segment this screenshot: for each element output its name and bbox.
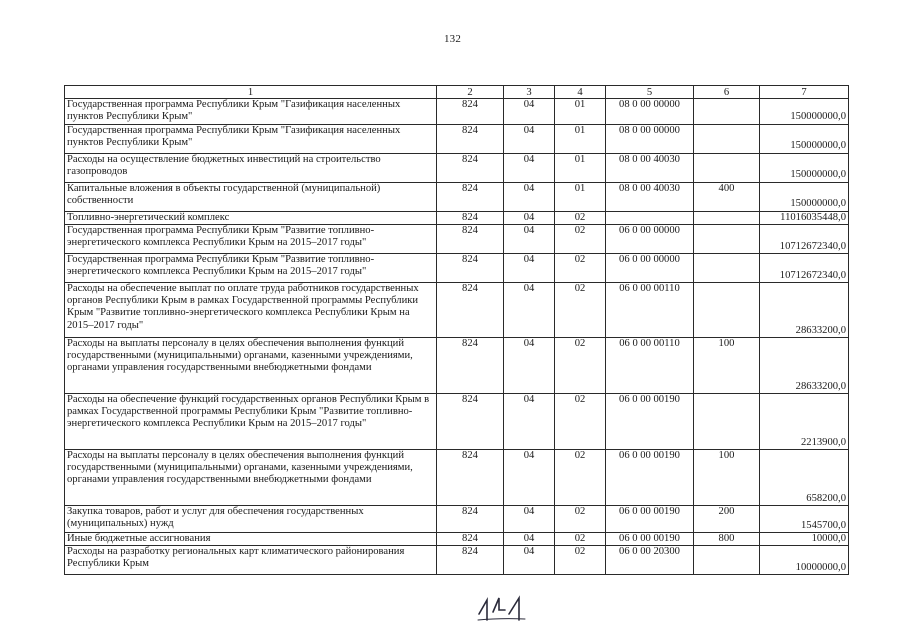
table-row — [65, 182, 849, 211]
row-subsection-cell: 02 — [555, 282, 606, 337]
row-expense-type-cell — [694, 211, 760, 224]
table-row — [65, 337, 849, 393]
table-header-row — [65, 86, 849, 99]
row-code-cell: 824 — [437, 182, 504, 211]
row-amount-cell: 28633200,0 — [760, 337, 849, 393]
row-code-cell: 824 — [437, 99, 504, 125]
row-name-cell: Расходы на выплаты персоналу в целях обеспечения выполнения функций государственными (муниципальными) органами, казенными учреждениями, органами управления государственными внебюджетными фондами — [65, 337, 437, 393]
row-section-cell: 04 — [504, 546, 555, 575]
row-subsection-cell: 02 — [555, 337, 606, 393]
column-header: 4 — [555, 86, 606, 99]
budget-table — [64, 85, 849, 575]
row-article-cell: 06 0 00 00190 — [606, 505, 694, 532]
table-row — [65, 211, 849, 224]
row-name-cell: Топливно-энергетический комплекс — [65, 211, 437, 224]
page-number: 132 — [443, 33, 462, 45]
column-header: 3 — [504, 86, 555, 99]
row-amount-cell: 150000000,0 — [760, 124, 849, 153]
row-expense-type-cell: 800 — [694, 532, 760, 545]
row-article-cell: 08 0 00 40030 — [606, 153, 694, 182]
row-subsection-cell: 01 — [555, 124, 606, 153]
row-code-cell: 824 — [437, 337, 504, 393]
table-row — [65, 393, 849, 449]
row-expense-type-cell — [694, 253, 760, 282]
row-article-cell: 06 0 00 00000 — [606, 253, 694, 282]
row-code-cell: 824 — [437, 532, 504, 545]
row-name-cell: Капитальные вложения в объекты государственной (муниципальной) собственности — [65, 182, 437, 211]
row-name-cell: Государственная программа Республики Крым "Газификация населенных пунктов Республики Крым" — [65, 124, 437, 153]
row-section-cell: 04 — [504, 124, 555, 153]
row-subsection-cell: 01 — [555, 153, 606, 182]
table-row — [65, 99, 849, 125]
row-expense-type-cell: 400 — [694, 182, 760, 211]
row-amount-cell: 10000,0 — [760, 532, 849, 545]
row-code-cell: 824 — [437, 153, 504, 182]
row-article-cell: 06 0 00 00190 — [606, 449, 694, 505]
row-expense-type-cell — [694, 546, 760, 575]
row-subsection-cell: 02 — [555, 546, 606, 575]
row-name-cell: Расходы на обеспечение выплат по оплате труда работников государственных органов Республики Крым в рамках Государственной программы Республики Крым "Развитие топливно-энергетического комплекса Республики Крым на 2015–2017 годы" — [65, 282, 437, 337]
row-name-cell: Расходы на выплаты персоналу в целях обеспечения выполнения функций государственными (муниципальными) органами, казенными учреждениями, органами управления государственными внебюджетными фондами — [65, 449, 437, 505]
row-name-cell: Закупка товаров, работ и услуг для обеспечения государственных (муниципальных) нужд — [65, 505, 437, 532]
row-section-cell: 04 — [504, 153, 555, 182]
row-subsection-cell: 02 — [555, 224, 606, 253]
row-expense-type-cell — [694, 153, 760, 182]
row-name-cell: Иные бюджетные ассигнования — [65, 532, 437, 545]
row-section-cell: 04 — [504, 253, 555, 282]
row-amount-cell: 150000000,0 — [760, 153, 849, 182]
row-article-cell: 06 0 00 00110 — [606, 282, 694, 337]
row-article-cell: 06 0 00 00190 — [606, 393, 694, 449]
table-row — [65, 282, 849, 337]
row-code-cell: 824 — [437, 224, 504, 253]
row-section-cell: 04 — [504, 99, 555, 125]
table-row — [65, 253, 849, 282]
row-section-cell: 04 — [504, 224, 555, 253]
row-name-cell: Расходы на обеспечение функций государственных органов Республики Крым в рамках Государственной программы Республики Крым "Развитие топливно-энергетического комплекса Республики Крым на 2015–2017 годы" — [65, 393, 437, 449]
row-section-cell: 04 — [504, 211, 555, 224]
row-expense-type-cell — [694, 99, 760, 125]
row-expense-type-cell — [694, 124, 760, 153]
row-subsection-cell: 02 — [555, 393, 606, 449]
column-header: 6 — [694, 86, 760, 99]
row-subsection-cell: 02 — [555, 505, 606, 532]
row-section-cell: 04 — [504, 182, 555, 211]
table-row — [65, 505, 849, 532]
row-article-cell: 06 0 00 00190 — [606, 532, 694, 545]
row-name-cell: Государственная программа Республики Крым "Газификация населенных пунктов Республики Крым" — [65, 99, 437, 125]
row-expense-type-cell — [694, 224, 760, 253]
row-expense-type-cell — [694, 282, 760, 337]
column-header: 1 — [65, 86, 437, 99]
column-header: 2 — [437, 86, 504, 99]
row-code-cell: 824 — [437, 211, 504, 224]
row-name-cell: Государственная программа Республики Крым "Развитие топливно-энергетического комплекса Республики Крым на 2015–2017 годы" — [65, 253, 437, 282]
row-article-cell: 06 0 00 20300 — [606, 546, 694, 575]
row-code-cell: 824 — [437, 505, 504, 532]
table-row — [65, 532, 849, 545]
table-row — [65, 153, 849, 182]
row-code-cell: 824 — [437, 124, 504, 153]
row-section-cell: 04 — [504, 393, 555, 449]
row-article-cell — [606, 211, 694, 224]
row-amount-cell: 2213900,0 — [760, 393, 849, 449]
row-code-cell: 824 — [437, 449, 504, 505]
table-row — [65, 449, 849, 505]
row-subsection-cell: 02 — [555, 532, 606, 545]
row-amount-cell: 1545700,0 — [760, 505, 849, 532]
row-code-cell: 824 — [437, 282, 504, 337]
table-row — [65, 546, 849, 575]
row-name-cell: Расходы на осуществление бюджетных инвестиций на строительство газопроводов — [65, 153, 437, 182]
row-section-cell: 04 — [504, 505, 555, 532]
handwritten-page-mark — [475, 592, 535, 622]
row-article-cell: 06 0 00 00000 — [606, 224, 694, 253]
row-amount-cell: 10712672340,0 — [760, 253, 849, 282]
row-subsection-cell: 01 — [555, 99, 606, 125]
row-amount-cell: 658200,0 — [760, 449, 849, 505]
row-expense-type-cell: 200 — [694, 505, 760, 532]
row-amount-cell: 28633200,0 — [760, 282, 849, 337]
row-article-cell: 08 0 00 40030 — [606, 182, 694, 211]
table-row — [65, 124, 849, 153]
row-article-cell: 06 0 00 00110 — [606, 337, 694, 393]
row-section-cell: 04 — [504, 282, 555, 337]
row-expense-type-cell: 100 — [694, 449, 760, 505]
table-row — [65, 224, 849, 253]
row-name-cell: Государственная программа Республики Крым "Развитие топливно-энергетического комплекса Республики Крым на 2015–2017 годы" — [65, 224, 437, 253]
row-section-cell: 04 — [504, 449, 555, 505]
row-subsection-cell: 02 — [555, 449, 606, 505]
row-expense-type-cell — [694, 393, 760, 449]
row-section-cell: 04 — [504, 337, 555, 393]
row-code-cell: 824 — [437, 546, 504, 575]
column-header: 5 — [606, 86, 694, 99]
row-name-cell: Расходы на разработку региональных карт климатического районирования Республики Крым — [65, 546, 437, 575]
column-header: 7 — [760, 86, 849, 99]
row-amount-cell: 11016035448,0 — [760, 211, 849, 224]
row-expense-type-cell: 100 — [694, 337, 760, 393]
row-article-cell: 08 0 00 00000 — [606, 99, 694, 125]
row-subsection-cell: 01 — [555, 182, 606, 211]
row-amount-cell: 10000000,0 — [760, 546, 849, 575]
row-amount-cell: 150000000,0 — [760, 182, 849, 211]
row-subsection-cell: 02 — [555, 253, 606, 282]
row-article-cell: 08 0 00 00000 — [606, 124, 694, 153]
row-amount-cell: 150000000,0 — [760, 99, 849, 125]
row-amount-cell: 10712672340,0 — [760, 224, 849, 253]
row-code-cell: 824 — [437, 393, 504, 449]
row-subsection-cell: 02 — [555, 211, 606, 224]
row-code-cell: 824 — [437, 253, 504, 282]
row-section-cell: 04 — [504, 532, 555, 545]
